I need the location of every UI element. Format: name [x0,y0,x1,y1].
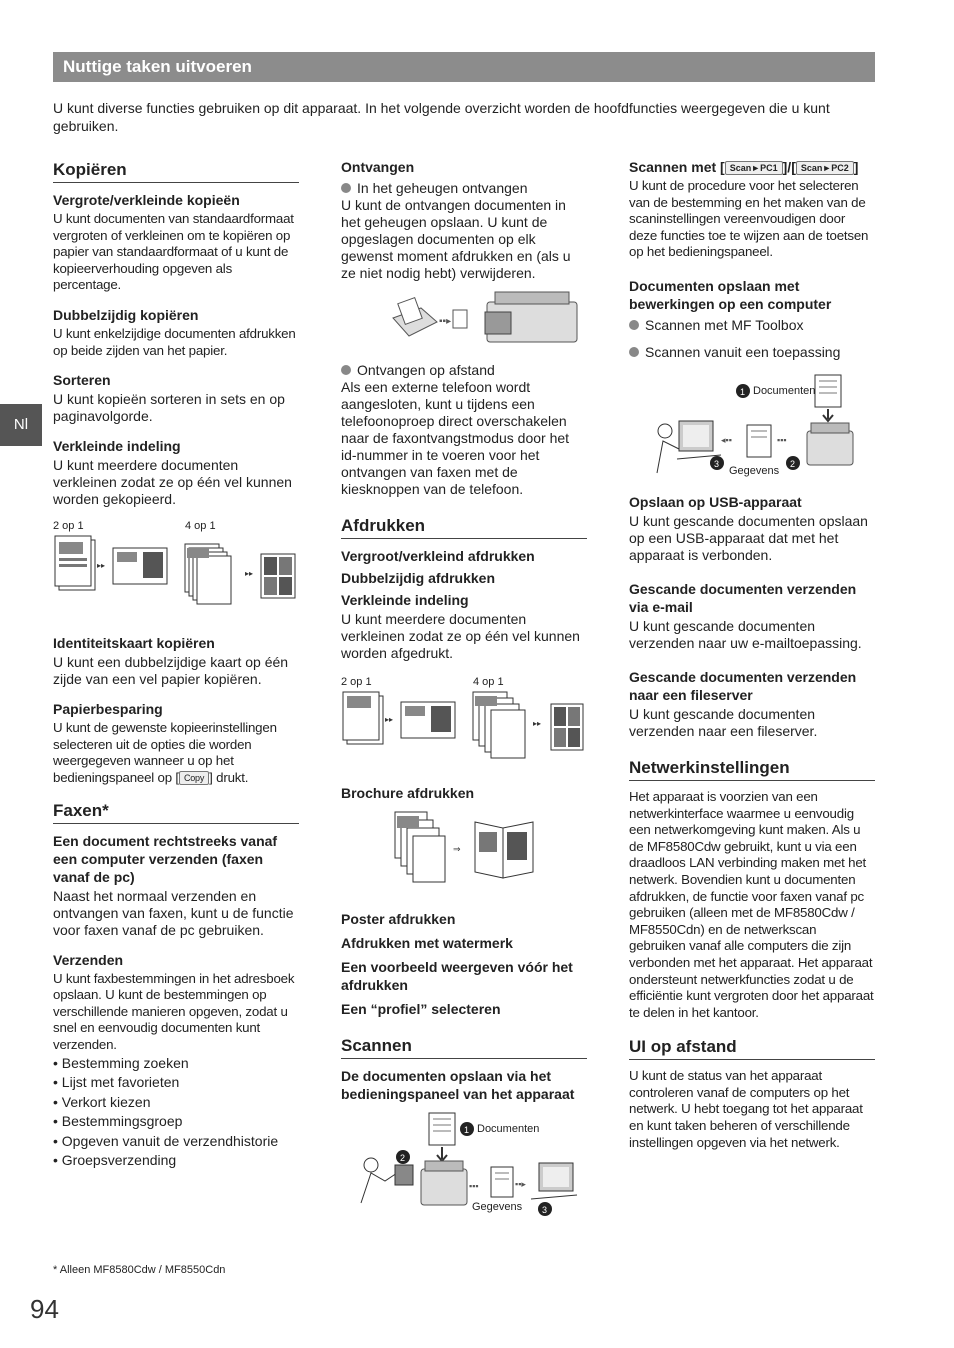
text-ui-op-afstand: U kunt de status van het apparaat controleren vanaf de computers op het netwerk. U hebt toegang tot het apparaat en kunt taken beheren of verschillende instellingen opgeven via het netwerk. [629,1068,863,1150]
heading-opslaan-pc: Documenten opslaan met bewerkingen op een computer [629,277,832,312]
column-1 [53,158,299,1171]
footnote: * Alleen MF8580Cdw / MF8550Cdn [53,1264,226,1276]
bullet-geheugen-label: In het geheugen ontvangen [357,180,528,196]
heading-sorteren: Sorteren [53,372,111,389]
svg-text:▸▸: ▸▸ [533,719,542,728]
list-item-label: Bestemming zoeken [61,1054,189,1071]
heading-scannen-sub: De documenten opslaan via het bedieningspaneel van het apparaat [341,1068,575,1102]
intro-text: U kunt diverse functies gebruiken op dit apparaat. In het volgende overzicht worden de hoofdfuncties weergegeven die u kunt gebruiken. [53,100,830,134]
bullet-toepassing [629,344,875,361]
svg-text:1: 1 [740,386,746,397]
text-papier-before: U kunt de gewenste kopieerinstellingen selecteren uit de opties die worden weergegeven wanneer u op het bedieningspaneel op [ [53,720,277,785]
svg-text:▸▸: ▸▸ [385,715,394,724]
text-geheugen: U kunt de ontvangen documenten in het geheugen opslaan. U kunt de opgeslagen documenten op elk gewenst moment afdrukken en (als u ze niet nodig hebt) verwijderen. [341,197,571,281]
scan-panel-diagram [341,1107,587,1223]
heading-usb: Opslaan op USB-apparaat [629,493,802,510]
svg-text:▪▪▪: ▪▪▪ [777,434,787,445]
bullet-afstand [341,362,587,379]
svg-text:◂▪▪: ◂▪▪ [721,434,732,445]
heading-netwerk: Netwerkinstellingen [629,758,875,781]
text-afstand: Als een externe telefoon wordt aangesloten, kunt u tijdens een telefoonoproep direct overschakelen naar de faxontvangstmodus door het id-nummer in te voeren voor het ontvangen van faxen met de kiesknoppen van de telefoon. [341,379,570,497]
heading-afdrukken: Afdrukken [341,516,587,539]
fig-label-2op1: 2 op 1 [341,676,372,688]
heading-papier: Papierbesparing [53,701,163,718]
svg-text:▪▪▪: ▪▪▪ [469,1181,479,1191]
afdrukken-item-3: Verkleinde indeling [341,592,469,608]
svg-text:▪▪▸: ▪▪▸ [515,1179,526,1189]
heading-ontvangen: Ontvangen [341,159,415,175]
text-fileserver: U kunt gescande documenten verzenden naar een fileserver. [629,705,818,739]
list-item-label: Groepsverzending [61,1152,177,1168]
heading-brochure: Brochure afdrukken [341,785,475,801]
list-item-label: Opgeven vanuit de verzendhistorie [61,1132,279,1149]
fig-label-documenten: Documenten [753,384,816,397]
svg-text:⇒: ⇒ [453,844,461,854]
heading-faxen: Faxen* [53,801,299,824]
text-netwerk: Het apparaat is voorzien van een netwerkinterface waarmee u eenvoudig een netwerkomgeving kunt maken. Als u de MF8580Cdw gebruikt, kunt u via een draadloos LAN verbinding maken met het netwerk. Bovendien kunt u documenten afdrukken, de functie voor faxen vanaf pc gebruiken (alleen met de MF8580Cdw / MF8550Cdn) en de netwerkscan gebruiken vanaf alle computers die zijn verbonden met het apparaat. Het apparaat ondersteunt netwerkfuncties zodat u de efficiëntie kunt vergroten door het apparaat te delen in het kantoor. [629,788,874,1020]
scanmet-after: ] [853,159,859,175]
fig-label-4op1: 4 op 1 [473,676,504,688]
heading-dubbelzijdig: Dubbelzijdig kopiëren [53,306,199,323]
copy-key: Copy [179,771,209,785]
text-scannen-met: U kunt de procedure voor het selecteren van de bestemming en het maken van de scaninstellingen vereenvoudigen door deze functies toe te wijzen aan de toetsen op het bedieningspaneel. [629,178,869,260]
list-item: • Groepsverzending [53,1152,177,1168]
bullet-mf-toolbox-label: Scannen met MF Toolbox [645,316,804,333]
list-item: • Bestemming zoeken [53,1054,189,1071]
heading-vergrote: Vergrote/verkleinde kopieën [53,192,240,208]
svg-text:▪▪▸: ▪▪▸ [439,316,452,327]
list-item-label: Lijst met favorieten [61,1074,180,1090]
svg-text:1: 1 [464,1125,470,1135]
svg-text:▸▸: ▸▸ [97,561,106,571]
text-afdrukken-item-3: U kunt meerdere documenten verkleinen zodat ze op één vel kunnen worden afgedrukt. [341,611,580,661]
text-vergrote: U kunt documenten van standaardformaat vergroten of verkleinen om te kopiëren op papier van standaardformaat of u kunt de kopieerverhouding opgeven als percentage. [53,211,294,293]
svg-text:▸▸: ▸▸ [245,569,254,579]
fig-label-2op1: 2 op 1 [53,520,84,533]
list-item: • Verkort kiezen [53,1093,151,1110]
svg-text:3: 3 [714,458,720,469]
text-dubbelzijdig: U kunt enkelzijdige documenten afdrukken op beide zijden van het papier. [53,325,296,358]
heading-voorbeeld: Een voorbeeld weergeven vóór het afdrukken [341,959,573,993]
heading-scannen-met [629,158,875,176]
bullet-mf-toolbox [629,317,875,334]
text-papier-after: ] drukt. [209,769,249,785]
text-email: U kunt gescande documenten verzenden naar uw e-mailtoepassing. [629,617,862,651]
heading-fileserver: Gescande documenten verzenden naar een fileserver [629,668,857,703]
bullet-dot-icon [629,347,639,357]
bullet-dot-icon [341,365,351,375]
list-item-label: Verkort kiezen [61,1093,151,1110]
text-papier [53,720,299,786]
brochure-illustration [341,808,587,894]
bullet-toepassing-label: Scannen vanuit een toepassing [645,343,841,360]
print-nup-diagram [341,690,587,772]
fig-label-documenten: Documenten [477,1123,540,1135]
list-item: • Lijst met favorieten [53,1074,180,1090]
bullet-dot-icon [341,183,351,193]
print-nup-illustration [341,672,587,772]
nup-illustration [53,514,299,622]
text-verzenden: U kunt faxbestemmingen in het adresboek opslaan. U kunt de bestemmingen op verschillende manieren opgeven, zodat u snel en eenvoudig documenten kunt verzenden. [53,970,295,1052]
fig-label-gegevens: Gegevens [472,1201,523,1213]
scan-pc-diagram [629,369,875,479]
heading-verzenden: Verzenden [53,951,124,968]
text-usb: U kunt gescande documenten opslaan op een USB-apparaat dat met het apparaat is verbonden. [629,512,868,563]
heading-poster: Poster afdrukken [341,911,456,927]
scanmet-mid: ]/[ [782,159,796,175]
heading-email: Gescande documenten verzenden via e-mail [629,580,857,615]
page-number: 94 [30,1294,59,1324]
fig-label-gegevens: Gegevens [729,464,780,477]
heading-identiteit: Identiteitskaart kopiëren [53,635,215,652]
list-item: • Opgeven vanuit de verzendhistorie [53,1132,279,1149]
fax-memory-illustration [341,288,587,352]
fig-label-4op1: 4 op 1 [185,520,216,533]
scanmet-before: Scannen met [ [629,159,725,175]
text-verkleinde: U kunt meerdere documenten verkleinen zodat ze op één vel kunnen worden gekopieerd. [53,457,292,508]
svg-text:3: 3 [542,1205,548,1215]
scan-pc1-key: Scan►PC1 [725,161,783,175]
scan-pc2-key: Scan►PC2 [796,161,854,175]
bullet-geheugen [341,180,587,197]
column-2 [341,158,587,1223]
list-item-label: Bestemmingsgroep [61,1113,183,1129]
language-tab: Nl [0,404,42,446]
scan-pc-illustration [629,369,875,479]
heading-kopieren: Kopiëren [53,160,299,183]
bullet-afstand-label: Ontvangen op afstand [357,362,495,378]
text-sorteren: U kunt kopieën sorteren in sets en op paginavolgorde. [53,391,285,425]
heading-scannen: Scannen [341,1036,587,1059]
afdrukken-item-2: Dubbelzijdig afdrukken [341,570,496,586]
scan-panel-illustration [341,1107,587,1223]
list-item: • Bestemmingsgroep [53,1113,183,1129]
heading-profiel: Een “profiel” selecteren [341,1001,501,1017]
heading-watermerk: Afdrukken met watermerk [341,935,513,951]
text-fax-pc: Naast het normaal verzenden en ontvangen van faxen, kunt u de functie voor faxen vanaf de pc gebruiken. [53,887,294,938]
column-3 [629,158,875,1151]
heading-ui-op-afstand: UI op afstand [629,1037,875,1060]
heading-fax-pc: Een document rechtstreeks vanaf een computer verzenden (faxen vanaf de pc) [53,832,278,885]
nup-diagram [53,534,299,620]
text-identiteit: U kunt een dubbelzijdige kaart op één zijde van een vel papier kopiëren. [53,654,289,688]
svg-text:2: 2 [400,1153,406,1163]
bullet-dot-icon [629,320,639,330]
svg-text:2: 2 [790,458,796,469]
afdrukken-item-1: Vergroot/verkleind afdrukken [341,548,535,564]
section-title-bar: Nuttige taken uitvoeren [53,52,875,82]
heading-verkleinde: Verkleinde indeling [53,438,181,455]
